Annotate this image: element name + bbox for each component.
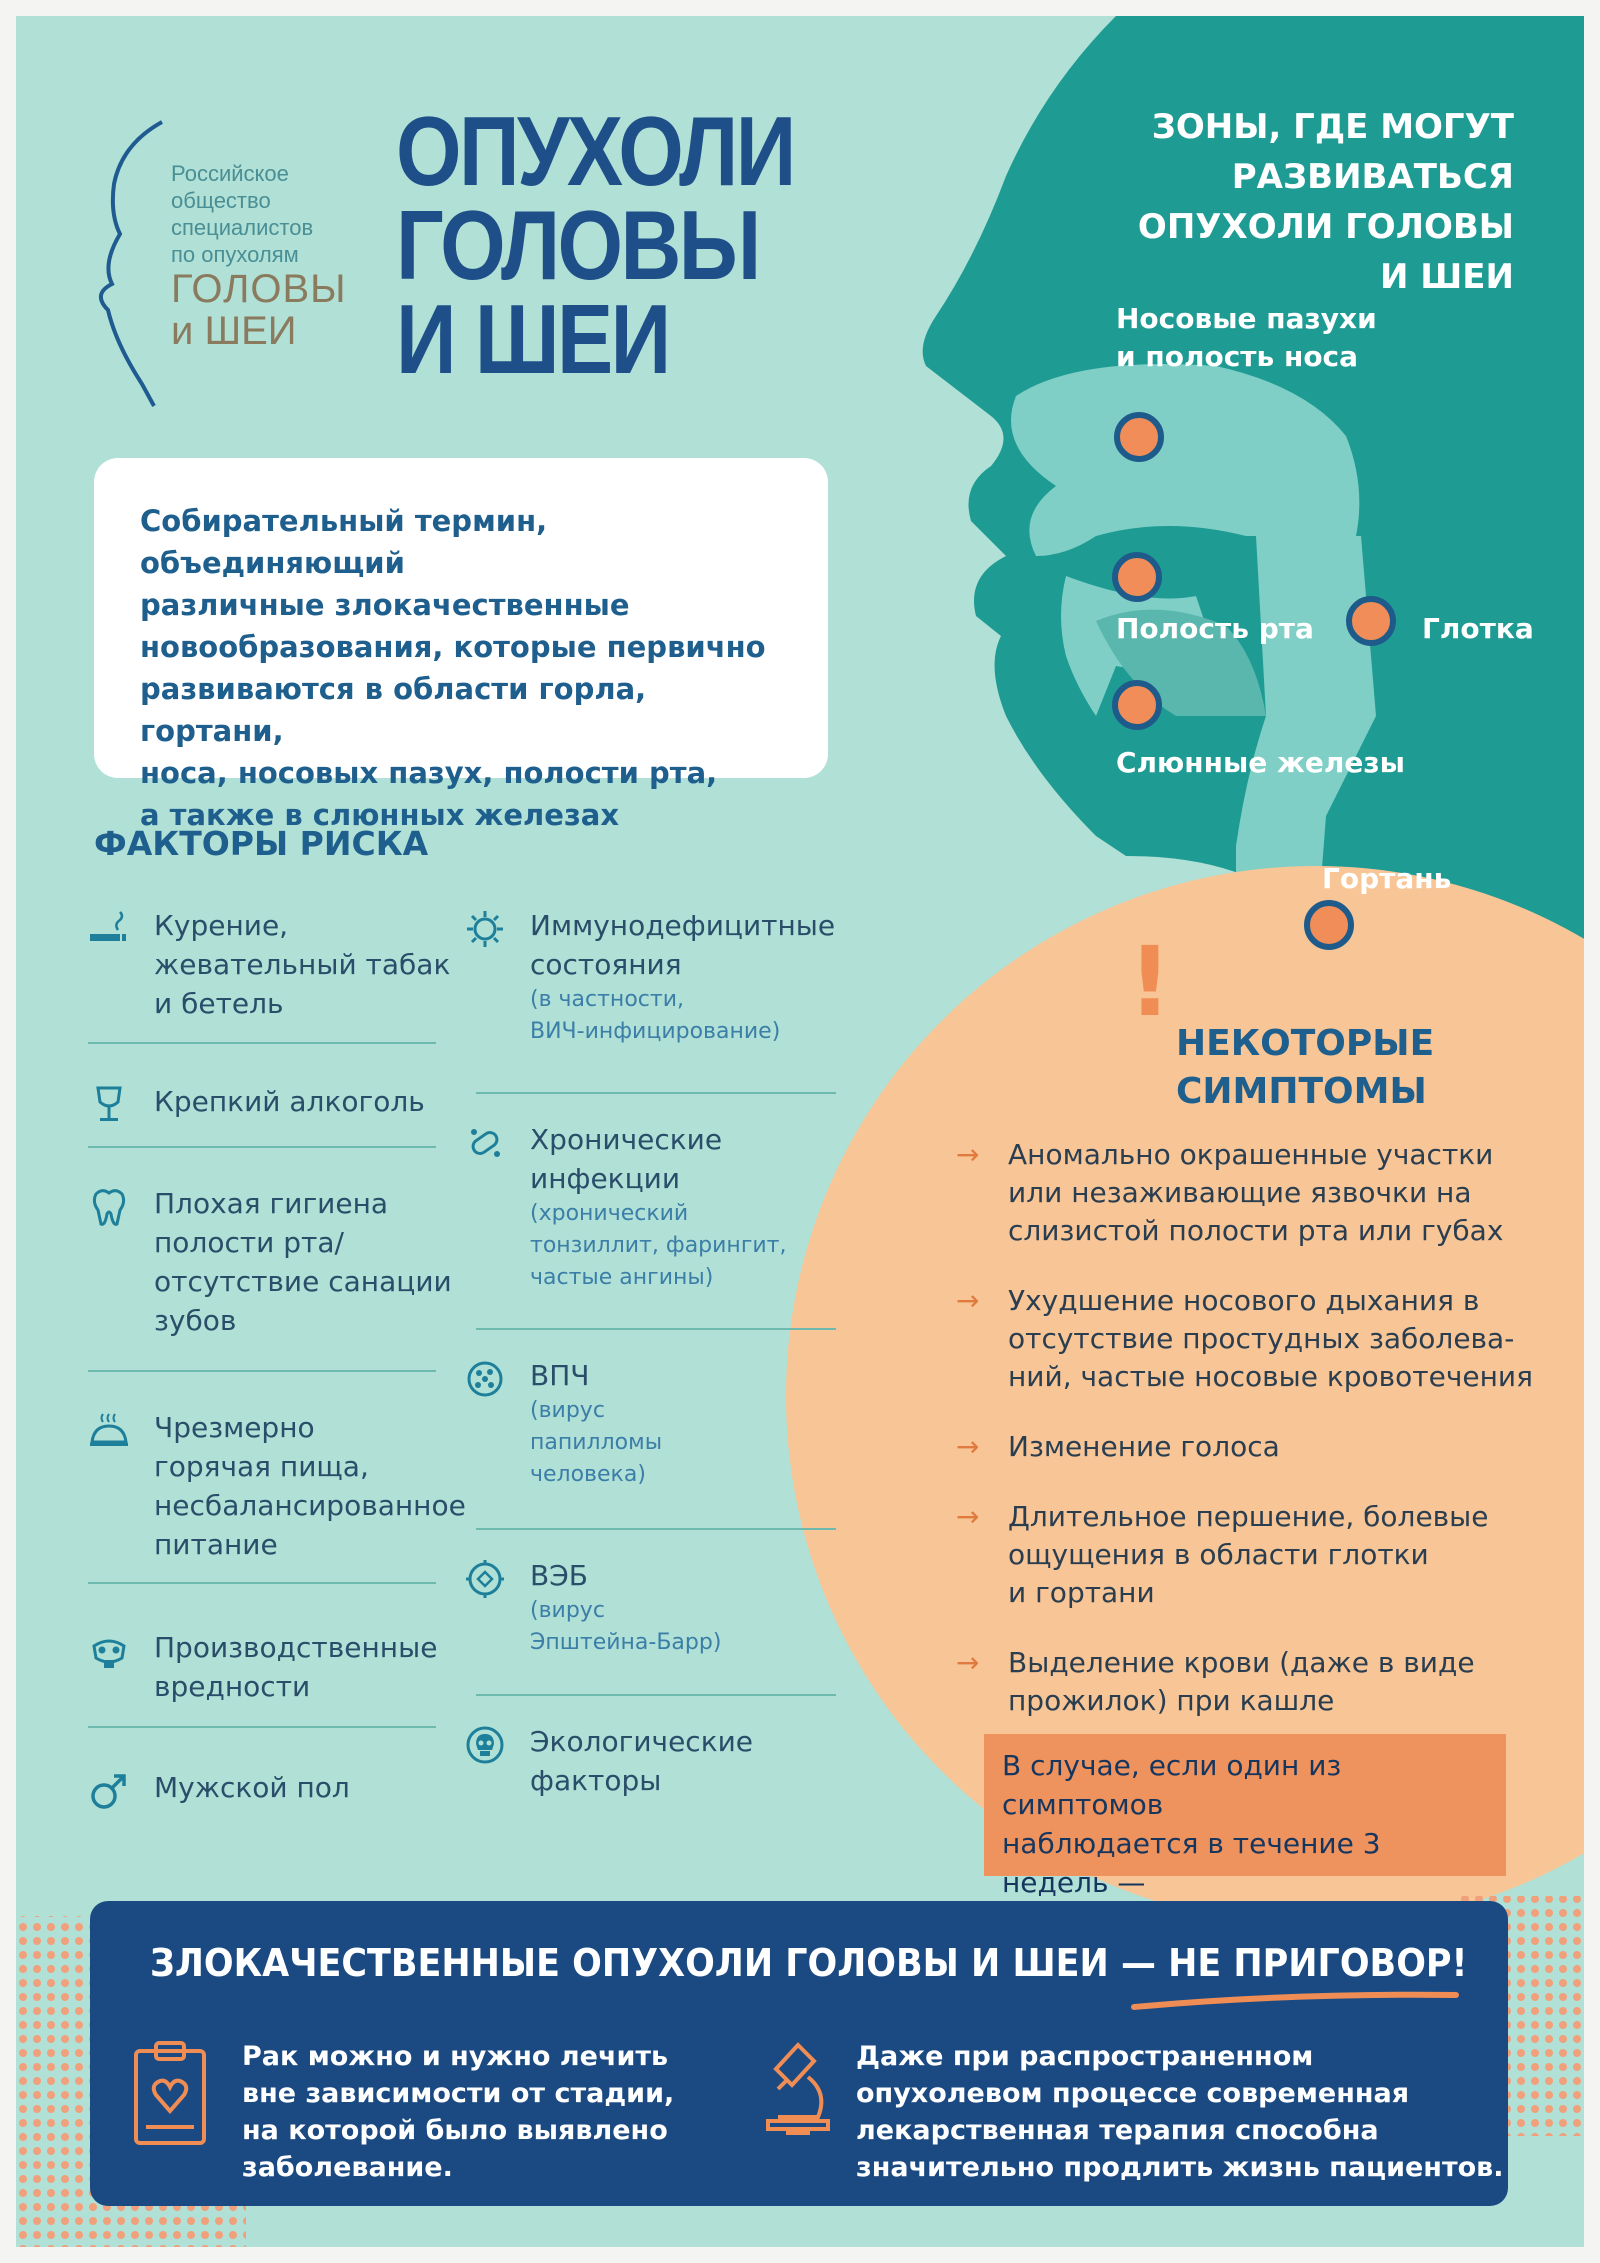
logo xyxy=(171,160,391,352)
risk-male xyxy=(88,1768,350,1812)
zones-title-line: И ШЕИ xyxy=(1380,257,1514,297)
symptom-text xyxy=(1008,1282,1533,1396)
risk-food xyxy=(88,1408,466,1564)
risk-note: (хронический xyxy=(530,1201,689,1226)
arrow-right-icon: → xyxy=(956,1138,980,1171)
risk-text xyxy=(154,906,450,1023)
risk-note: тонзиллит, фарингит, xyxy=(530,1233,787,1258)
risk-label: инфекции xyxy=(530,1162,681,1195)
title-line: ОПУХОЛИ xyxy=(396,96,794,206)
bottom-line: Рак можно и нужно лечить xyxy=(242,2041,669,2072)
symptoms-title-line: СИМПТОМЫ xyxy=(1176,1071,1427,1112)
bottom-line: на которой было выявлено xyxy=(242,2115,668,2146)
symptom-line: слизистой полости рта или губах xyxy=(1008,1214,1504,1247)
divider xyxy=(476,1694,836,1696)
risk-label: Курение, xyxy=(154,909,289,942)
risk-label: Чрезмерно xyxy=(154,1411,315,1444)
symptom-text xyxy=(1008,1428,1280,1466)
hot-dish-icon xyxy=(88,1410,130,1452)
divider xyxy=(88,1370,436,1372)
logo-profile-icon xyxy=(72,114,182,414)
symptom-line: Выделение крови (даже в виде xyxy=(1008,1646,1475,1679)
zone-label-line: и полость носа xyxy=(1116,340,1359,373)
risk-label: горячая пища, xyxy=(154,1450,369,1483)
risk-label: факторы xyxy=(530,1764,662,1797)
risk-label: Экологические xyxy=(530,1725,754,1758)
risk-alcohol xyxy=(88,1082,425,1126)
arrow-right-icon: → xyxy=(956,1430,980,1463)
risk-note: Эпштейна-Барр) xyxy=(530,1630,722,1655)
risk-label: отсутствие санации xyxy=(154,1265,452,1298)
risk-label: состояния xyxy=(530,948,682,981)
risk-eco xyxy=(464,1722,753,1800)
divider xyxy=(88,1582,436,1584)
zone-label-larynx: Гортань xyxy=(1322,862,1452,895)
risk-ebv xyxy=(464,1556,721,1659)
zone-label-pharynx: Глотка xyxy=(1422,612,1534,645)
risk-infections xyxy=(464,1120,786,1294)
symptom-item xyxy=(956,1428,1536,1466)
risk-hpv xyxy=(464,1356,662,1491)
risk-note: (в частности, xyxy=(530,987,684,1012)
zones-title-line: ЗОНЫ, ГДЕ МОГУТ xyxy=(1151,107,1514,147)
tooth-icon xyxy=(88,1186,130,1228)
logo-line: общество xyxy=(171,188,271,213)
zones-title xyxy=(954,102,1514,302)
skull-icon xyxy=(464,1724,506,1766)
cigarette-icon xyxy=(88,908,130,950)
hpv-virus-icon xyxy=(464,1358,506,1400)
bottom-panel xyxy=(90,1901,1508,2206)
risk-note: (вирус xyxy=(530,1398,605,1423)
symptom-line: прожилок) при кашле xyxy=(1008,1684,1335,1717)
page-title xyxy=(396,96,878,394)
risk-note: папилломы xyxy=(530,1430,663,1455)
risk-text xyxy=(530,1356,662,1491)
zone-label-nasal xyxy=(1116,300,1377,376)
logo-line: по опухолям xyxy=(171,242,299,267)
warning-line: В случае, если один из симптомов xyxy=(1002,1749,1342,1821)
logo-big: ГОЛОВЫ xyxy=(171,267,347,311)
warning-line: наблюдается в течение 3 недель — xyxy=(1002,1827,1381,1899)
symptom-line: Изменение голоса xyxy=(1008,1430,1280,1463)
bottom-title: ЗЛОКАЧЕСТВЕННЫЕ ОПУХОЛИ ГОЛОВЫ И ШЕИ — НЕ ПРИГОВОР! xyxy=(150,1941,1468,1985)
symptom-line: и гортани xyxy=(1008,1576,1155,1609)
divider xyxy=(476,1328,836,1330)
risk-note: частые ангины) xyxy=(530,1265,714,1290)
wine-glass-icon xyxy=(88,1084,130,1126)
risk-label: ВЭБ xyxy=(530,1559,588,1592)
symptoms-title xyxy=(1176,1020,1434,1116)
risk-note: человека) xyxy=(530,1462,646,1487)
microscope-icon xyxy=(758,2037,838,2147)
bottom-line: заболевание. xyxy=(242,2152,453,2183)
risk-text xyxy=(530,906,835,1048)
bottom-line: Даже при распространенном xyxy=(856,2041,1314,2072)
bacteria-icon xyxy=(464,1122,506,1164)
symptom-text xyxy=(1008,1498,1489,1612)
risk-text xyxy=(154,1628,437,1706)
arrow-right-icon: → xyxy=(956,1500,980,1533)
divider xyxy=(476,1528,836,1530)
divider xyxy=(88,1726,436,1728)
risk-label: Плохая гигиена xyxy=(154,1187,389,1220)
symptom-line: ощущения в области глотки xyxy=(1008,1538,1429,1571)
risk-note: (вирус xyxy=(530,1598,605,1623)
divider xyxy=(476,1092,836,1094)
bottom-line: значительно продлить жизнь пациентов. xyxy=(856,2152,1504,2183)
risk-immuno xyxy=(464,906,835,1048)
definition-line: новообразования, которые первично xyxy=(140,630,766,664)
risk-title: ФАКТОРЫ РИСКА xyxy=(94,824,429,863)
risk-text xyxy=(530,1120,786,1294)
symptom-item xyxy=(956,1498,1536,1612)
risk-label: Мужской пол xyxy=(154,1771,350,1804)
risk-text xyxy=(530,1722,753,1800)
zones-title-line: ОПУХОЛИ ГОЛОВЫ xyxy=(1137,207,1514,247)
definition-line: Собирательный термин, объединяющий xyxy=(140,504,548,580)
risk-label: ВПЧ xyxy=(530,1359,590,1392)
risk-label: Иммунодефицитные xyxy=(530,909,836,942)
risk-label: Производственные xyxy=(154,1631,438,1664)
symptom-text xyxy=(1008,1136,1503,1250)
male-symbol-icon xyxy=(88,1770,130,1812)
symptom-line: или незаживающие язвочки на xyxy=(1008,1176,1472,1209)
risk-label: жевательный табак xyxy=(154,948,451,981)
zone-label-mouth: Полость рта xyxy=(1116,612,1314,645)
definition-box xyxy=(94,458,828,832)
definition-line: развиваются в области горла, гортани, xyxy=(140,672,647,748)
virus-icon xyxy=(464,908,506,950)
symptom-line: Ухудшение носового дыхания в xyxy=(1008,1284,1480,1317)
underline-stroke xyxy=(1130,1987,1460,2015)
zone-dot-nasal xyxy=(1114,412,1164,462)
gas-mask-icon xyxy=(88,1630,130,1672)
bottom-line: лекарственная терапия способна xyxy=(856,2115,1379,2146)
zone-dot-salivary xyxy=(1112,680,1162,730)
zones-title-line: РАЗВИВАТЬСЯ xyxy=(1231,157,1514,197)
risk-note: ВИЧ-инфицирование) xyxy=(530,1019,781,1044)
zone-dot-pharynx xyxy=(1346,596,1396,646)
definition-line: а также в слюнных железах xyxy=(140,798,620,832)
risk-label: полости рта/ xyxy=(154,1226,344,1259)
risk-text xyxy=(530,1556,721,1659)
risk-text xyxy=(154,1184,452,1340)
title-line: ГОЛОВЫ xyxy=(396,190,759,300)
clipboard-heart-icon xyxy=(130,2037,210,2147)
risk-smoking xyxy=(88,906,450,1023)
risk-text xyxy=(154,1408,466,1564)
poster xyxy=(16,16,1584,2247)
bottom-line: опухолевом процессе современная xyxy=(856,2078,1410,2109)
risk-label: несбалансированное xyxy=(154,1489,466,1522)
logo-big: и ШЕИ xyxy=(171,309,297,353)
logo-line: Российское xyxy=(171,161,289,186)
risk-label: питание xyxy=(154,1528,278,1561)
risk-work xyxy=(88,1628,437,1706)
warning-box xyxy=(984,1734,1506,1899)
symptom-item xyxy=(956,1282,1536,1396)
zone-dot-larynx xyxy=(1304,900,1354,950)
symptom-text xyxy=(1008,1644,1475,1720)
arrow-right-icon: → xyxy=(956,1646,980,1679)
symptom-line: Длительное першение, болевые xyxy=(1008,1500,1489,1533)
definition-line: различные злокачественные xyxy=(140,588,630,622)
zone-dot-mouth xyxy=(1112,552,1162,602)
risk-label: зубов xyxy=(154,1304,237,1337)
bottom-line: вне зависимости от стадии, xyxy=(242,2078,675,2109)
divider xyxy=(88,1146,436,1148)
symptom-line: Аномально окрашенные участки xyxy=(1008,1138,1494,1171)
exclamation-icon: ! xyxy=(1128,926,1172,1038)
symptoms-list xyxy=(956,1136,1536,1752)
risk-hygiene xyxy=(88,1184,452,1340)
divider xyxy=(88,1042,436,1044)
risk-label: Крепкий алкоголь xyxy=(154,1085,425,1118)
symptom-item xyxy=(956,1136,1536,1250)
zone-label-line: Носовые пазухи xyxy=(1116,302,1377,335)
symptom-line: отсутствие простудных заболева- xyxy=(1008,1322,1515,1355)
bottom-left-text xyxy=(242,2038,674,2186)
definition-text xyxy=(140,500,784,836)
ebv-virus-icon xyxy=(464,1558,506,1600)
zone-label-salivary: Слюнные железы xyxy=(1116,746,1405,779)
risk-label: и бетель xyxy=(154,987,284,1020)
definition-line: носа, носовых пазух, полости рта, xyxy=(140,756,718,790)
logo-line: специалистов xyxy=(171,215,314,240)
bottom-right-text xyxy=(856,2038,1504,2186)
symptom-line: ний, частые носовые кровотечения xyxy=(1008,1360,1533,1393)
risk-label: Хронические xyxy=(530,1123,723,1156)
arrow-right-icon: → xyxy=(956,1284,980,1317)
title-line: И ШЕИ xyxy=(396,284,669,394)
symptoms-title-line: НЕКОТОРЫЕ xyxy=(1176,1023,1435,1064)
risk-label: вредности xyxy=(154,1670,311,1703)
symptom-item xyxy=(956,1644,1536,1720)
